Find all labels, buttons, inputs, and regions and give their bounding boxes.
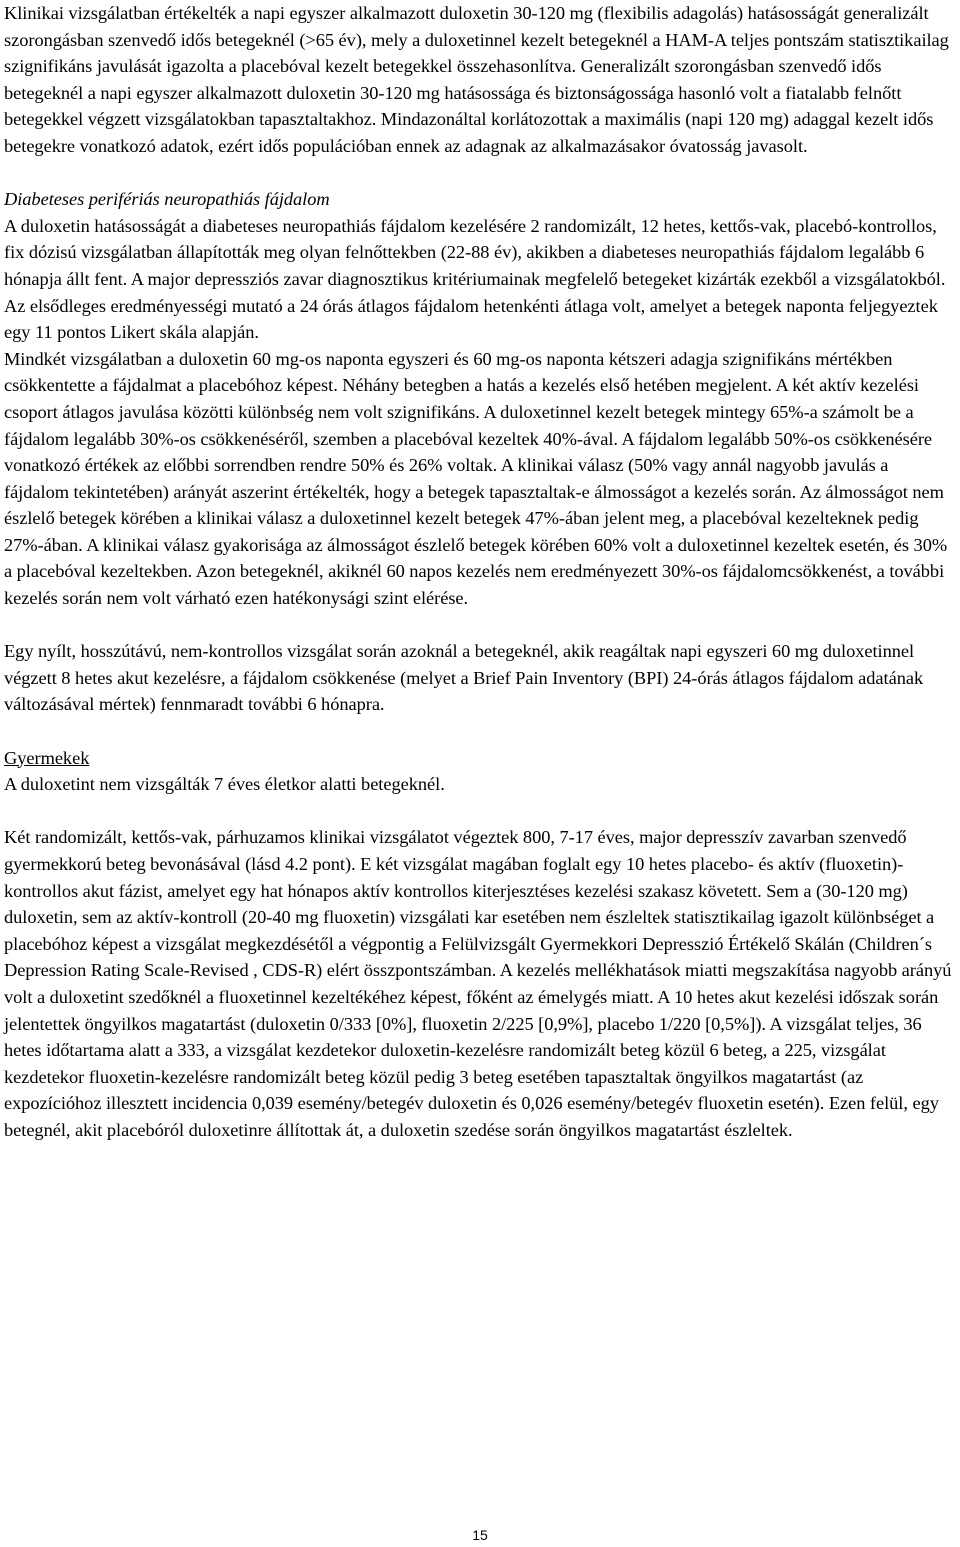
dnp-paragraph-1: A duloxetin hatásosságát a diabeteses neuropathiás fájdalom kezelésére 2 randomizált, 12 hetes, kettős-vak, placebó-kontrollos, fix dózisú vizsgálatban állapították meg olyan felnőttekben (22-88 év), akikben a diabeteses neuropathiás fájdalom legalább 6 hónapja állt fent. A major depressziós zavar diagnosztikus kritériumainak megfelelő betegeket kizárták ezekből a vizsgálatokból. Az elsődleges eredményességi mutató a 24 órás átlagos fájdalom hetenkénti átlaga volt, amelyet a betegek naponta feljegyeztek egy 11 pontos Likert skála alapján. — [4, 215, 946, 343]
dnp-paragraph-2: Mindkét vizsgálatban a duloxetin 60 mg-os naponta egyszeri és 60 mg-os naponta kétszeri adagja szignifikáns mértékben csökkentette a fájdalmat a placebóhoz képest. Néhány betegben a hatás a kezelés első hetében megjelent. A két aktív kezelési csoport átlagos javulása közötti különbség nem volt szignifikáns. A duloxetinnel kezelt betegek mintegy 65%-a számolt be a fájdalom legalább 30%-os csökkenéséről, szemben a placebóval kezeltek 40%-ával. A fájdalom legalább 50%-os csökkenésére vonatkozó értékek az előbbi sorrendben rendre 50% és 26% voltak. A klinikai válasz (50% vagy annál nagyobb javulás a fájdalom tekintetében) arányát aszerint értékelték, hogy a betegek tapasztaltak-e álmosságot a kezelés során. Az álmosságot nem észlelő betegek körében a klinikai válasz a duloxetinnel kezelt betegek 47%-ában jelent meg, a placebóval kezelteknek pedig 27%-ában. A klinikai válasz gyakorisága az álmosságot észlelő betegek körében 60% volt a duloxetinnel kezeltek esetén, és 30% a placebóval kezeltekben. Azon betegeknél, akiknél 60 napos kezelés nem eredményezett 30%-os fájdalomcsökkenést, a további kezelés során nem volt várható ezen hatékonysági szint elérése. — [4, 348, 948, 609]
section-heading-dnp: Diabeteses perifériás neuropathiás fájdalom — [4, 189, 330, 210]
dnp-paragraph-3: Egy nyílt, hosszútávú, nem-kontrollos vizsgálat során azoknál a betegeknél, akik reagáltak napi egyszeri 60 mg duloxetinnel végzett 8 hetes akut kezelésre, a fájdalom csökkenése (melyet a Brief Pain Inventory (BPI) 24-órás átlagos fájdalom adatának változásával mértek) fennmaradt további 6 hónapra. — [4, 641, 924, 715]
intro-paragraph: Klinikai vizsgálatban értékelték a napi egyszer alkalmazott duloxetin 30-120 mg (flexibilis adagolás) hatásosságát generalizált szorongásban szenvedő idős betegeknél (>65 év), mely a duloxetinnel kezelt betegeknél a HAM-A teljes pontszám statisztikailag szignifikáns javulását igazolta a placebóval kezelt betegekkel összehasonlítva. Generalizált szorongásban szenvedő idős betegeknél a napi egyszer alkalmazott duloxetin 30-120 mg hatásossága és biztonságossága hasonló volt a fiatalabb felnőtt betegekkel végzett vizsgálatokban tapasztaltakhoz. Mindazonáltal korlátozottak a maximális (napi 120 mg) adaggal kezelt idős betegekre vonatkozó adatok, ezért idős populációban ennek az adagnak az alkalmazásakor óvatosság javasolt. — [4, 3, 949, 156]
document-page — [4, 0, 956, 1144]
page-number: 15 — [472, 1527, 488, 1543]
children-paragraph-2: Két randomizált, kettős-vak, párhuzamos klinikai vizsgálatot végeztek 800, 7-17 éves, major depresszív zavarban szenvedő gyermekkorú beteg bevonásával (lásd 4.2 pont). E két vizsgálat magában foglalt egy 10 hetes placebo- és aktív (fluoxetin)-kontrollos akut fázist, amelyet egy hat hónapos aktív kontrollos kiterjesztéses kezelési szakasz követett. Sem a (30-120 mg) duloxetin, sem az aktív-kontroll (20-40 mg fluoxetin) vizsgálati kar esetében nem észleltek statisztikailag igazolt különbséget a placebóhoz képest a vizsgálat megkezdésétől a végpontig a Felülvizsgált Gyermekkori Depresszió Értékelő Skálán (Children´s Depression Rating Scale-Revised , CDS-R) elért összpontszámban. A kezelés mellékhatások miatti megszakítása nagyobb arányú volt a duloxetint szedőknél a fluoxetinnel kezeltékéhez képest, főként az émelygés miatt. A 10 hetes akut kezelési időszak során jelentettek öngyilkos magatartást (duloxetin 0/333 [0%], fluoxetin 2/225 [0,9%], placebo 1/220 [0,5%]). A vizsgálat teljes, 36 hetes időtartama alatt a 333, a vizsgálat kezdetekor duloxetin-kezelésre randomizált beteg közül 6 beteg, a 225, vizsgálat kezdetekor fluoxetin-kezelésre randomizált beteg közül pedig 3 beteg esetében tapasztaltak öngyilkos magatartást (az expozícióhoz illesztett incidencia 0,039 esemény/betegév duloxetin és 0,026 esemény/betegév fluoxetin esetén). Ezen felül, egy betegnél, akit placebóról duloxetinre állítottak át, a duloxetin szedése során öngyilkos magatartást észleltek. — [4, 827, 952, 1140]
section-heading-children: Gyermekek — [4, 747, 90, 768]
children-paragraph-1: A duloxetint nem vizsgálták 7 éves életkor alatti betegeknél. — [4, 774, 445, 795]
